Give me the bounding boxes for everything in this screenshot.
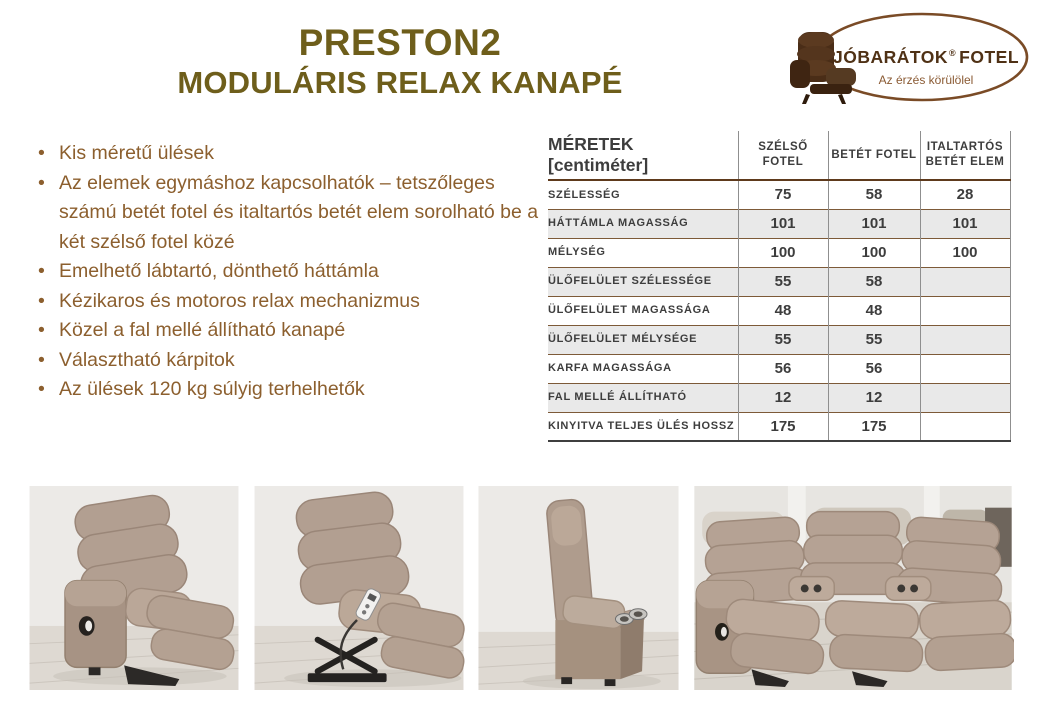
row-value-betet: 58 [828, 180, 920, 209]
row-label: KARFA MAGASSÁGA [548, 354, 738, 383]
feature-item [30, 346, 546, 376]
row-value-italtartos [920, 296, 1010, 325]
bullet-icon: • [38, 348, 45, 371]
registered-mark: ® [949, 48, 957, 58]
col-header-italtartos-betet-elem: ITALTARTÓS BETÉT ELEM [920, 131, 1010, 180]
row-label: MÉLYSÉG [548, 238, 738, 267]
row-label: FAL MELLÉ ÁLLÍTHATÓ [548, 383, 738, 412]
row-label: ÜLŐFELÜLET SZÉLESSÉGE [548, 267, 738, 296]
row-value-szelso: 48 [738, 296, 828, 325]
photo-betet-fotel [253, 486, 465, 690]
size-table-row [548, 238, 1010, 267]
row-label: KINYITVA TELJES ÜLÉS HOSSZ [548, 412, 738, 441]
size-table-row [548, 383, 1010, 412]
feature-list [30, 139, 546, 405]
row-value-szelso: 55 [738, 267, 828, 296]
bullet-icon: • [38, 260, 45, 282]
row-label: ÜLŐFELÜLET MÉLYSÉGE [548, 325, 738, 354]
photo-szelso-fotel-image [28, 486, 240, 690]
row-value-italtartos: 101 [920, 209, 1010, 238]
feature-item [30, 316, 546, 346]
size-table-row [548, 267, 1010, 296]
brand-name-part2: FOTEL [959, 47, 1020, 67]
row-value-betet: 100 [828, 238, 920, 267]
row-value-betet: 56 [828, 354, 920, 383]
size-table-row [548, 354, 1010, 383]
size-table-head [548, 131, 1010, 180]
bullet-icon: • [38, 142, 45, 164]
col-header-betet-fotel: BETÉT FOTEL [828, 131, 920, 180]
brand-name [833, 46, 1019, 67]
row-value-szelso: 100 [738, 238, 828, 267]
row-value-italtartos [920, 383, 1010, 412]
size-table-row [548, 296, 1010, 325]
feature-text: Kézikaros és motoros relax mechanizmus [59, 289, 420, 312]
size-table [548, 131, 1011, 442]
row-label: ÜLŐFELÜLET MAGASSÁGA [548, 296, 738, 325]
row-value-betet: 58 [828, 267, 920, 296]
feature-text: Az elemek egymáshoz kapcsolhatók – tetszőleges számú betét fotel és italtartós betét elem sorolható be a két szélső fotel közé [59, 171, 539, 253]
photo-osszeallitott-kanape [692, 486, 1014, 690]
row-value-betet: 48 [828, 296, 920, 325]
row-value-szelso: 56 [738, 354, 828, 383]
brand-logo [786, 8, 1032, 108]
header-row [548, 131, 1010, 180]
size-table-body [548, 180, 1010, 441]
bullet-icon: • [38, 319, 45, 341]
bullet-icon: • [38, 289, 45, 312]
row-value-italtartos [920, 412, 1010, 441]
photo-betet-fotel-image [253, 486, 465, 690]
photo-italtartos-betet-elem [477, 486, 680, 690]
feature-item [30, 169, 546, 258]
brand-tagline: Az érzés körülölel [878, 73, 974, 87]
bullet-icon: • [38, 378, 45, 400]
row-value-italtartos [920, 267, 1010, 296]
row-value-szelso: 101 [738, 209, 828, 238]
row-value-szelso: 55 [738, 325, 828, 354]
photo-szelso-fotel [28, 486, 240, 690]
row-value-szelso: 75 [738, 180, 828, 209]
size-table-row [548, 209, 1010, 238]
row-value-italtartos: 100 [920, 238, 1010, 267]
feature-text: Emelhető lábtartó, dönthető háttámla [59, 260, 379, 282]
feature-item [30, 287, 546, 317]
row-value-szelso: 12 [738, 383, 828, 412]
brand-name-part1: JÓBARÁTOK [832, 47, 949, 67]
row-value-italtartos [920, 325, 1010, 354]
feature-item [30, 375, 546, 405]
size-table-row [548, 180, 1010, 209]
bullet-icon: • [38, 171, 45, 194]
size-table-row [548, 325, 1010, 354]
feature-text: Az ülések 120 kg súlyig terhelhetők [59, 378, 365, 400]
row-value-italtartos [920, 354, 1010, 383]
row-value-betet: 101 [828, 209, 920, 238]
feature-text: Kis méretű ülések [59, 142, 214, 164]
row-label: HÁTTÁMLA MAGASSÁG [548, 209, 738, 238]
table-title-cell: MÉRETEK [centiméter] [548, 131, 738, 180]
feature-item [30, 257, 546, 287]
product-title: PRESTON2 [298, 22, 502, 63]
brand-logo-graphic [786, 8, 1032, 108]
feature-text: Választható kárpitok [59, 348, 235, 371]
product-subtitle: MODULÁRIS RELAX KANAPÉ [177, 64, 623, 100]
row-value-betet: 12 [828, 383, 920, 412]
row-value-szelso: 175 [738, 412, 828, 441]
row-value-betet: 55 [828, 325, 920, 354]
feature-item [30, 139, 546, 169]
feature-text: Közel a fal mellé állítható kanapé [59, 319, 346, 341]
size-table-row [548, 412, 1010, 441]
row-label: SZÉLESSÉG [548, 180, 738, 209]
photo-kanape-image [692, 486, 1014, 690]
row-value-betet: 175 [828, 412, 920, 441]
col-header-szelso-fotel: SZÉLSŐ FOTEL [738, 131, 828, 180]
row-value-italtartos: 28 [920, 180, 1010, 209]
photo-italtartos-image [477, 486, 680, 690]
title-block [110, 24, 690, 99]
